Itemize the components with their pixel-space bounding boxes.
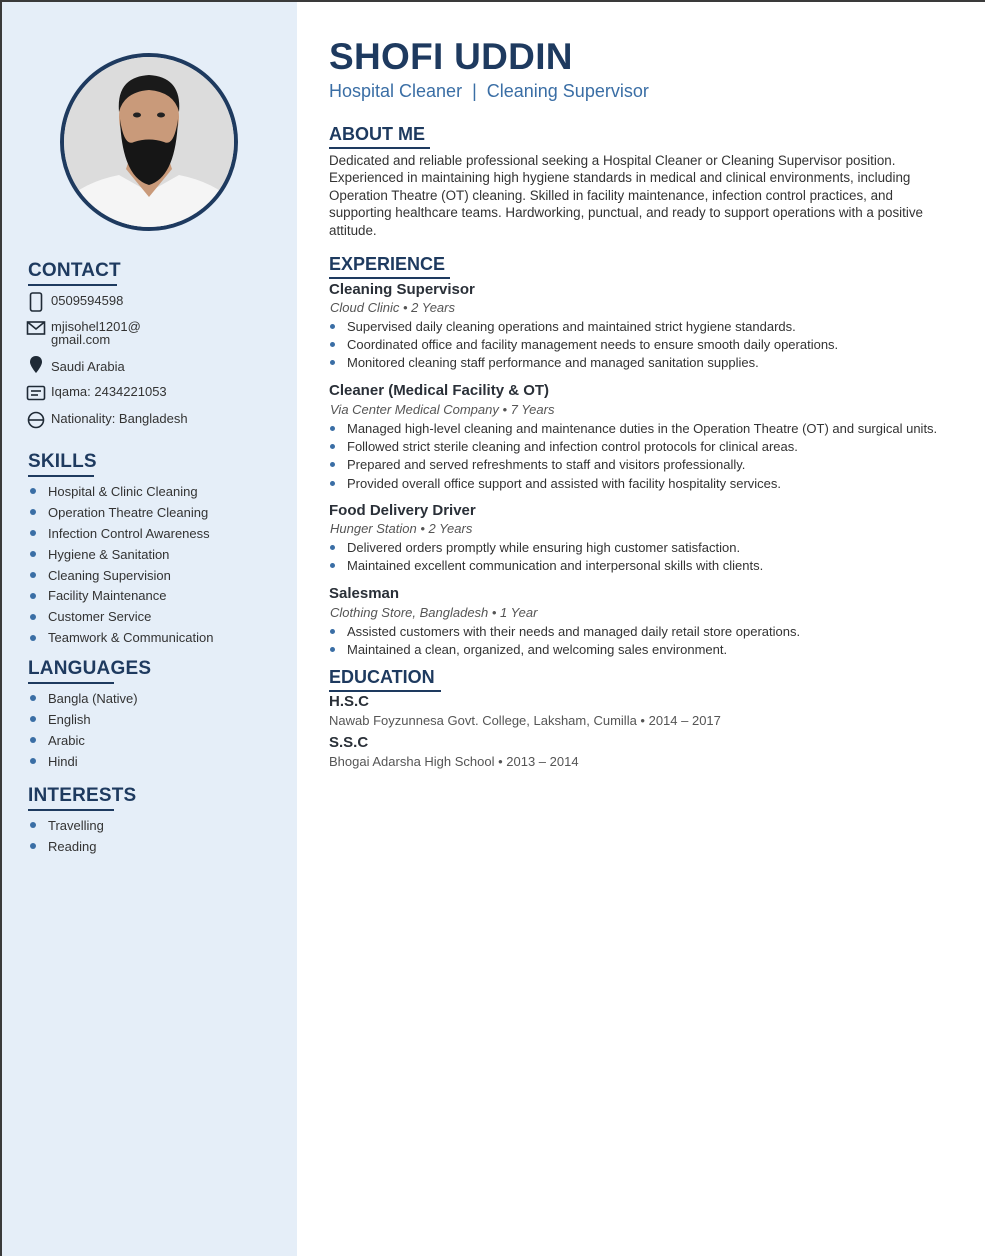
job-bullet-text: Assisted customers with their needs and managed daily retail store operations. — [347, 623, 801, 639]
language-label: Bangla (Native) — [48, 690, 138, 706]
skills-list — [30, 481, 213, 648]
skill-item — [30, 585, 213, 606]
skill-item — [30, 565, 213, 586]
education-degree: H.S.C — [329, 693, 370, 710]
iqama-text: Iqama: 2434221053 — [51, 384, 167, 399]
about-heading — [329, 124, 430, 149]
skills-heading-text: SKILLS — [28, 451, 97, 472]
language-label: English — [48, 711, 91, 727]
languages-heading — [28, 658, 151, 684]
skill-label: Operation Theatre Cleaning — [48, 504, 209, 520]
nationality-icon — [26, 410, 46, 430]
phone-number: 0509594598 — [51, 293, 124, 308]
job-bullet — [330, 419, 937, 437]
interests-heading-underline — [28, 809, 114, 811]
skill-label: Teamwork & Communication — [48, 630, 214, 646]
about-heading-underline — [329, 147, 430, 149]
skills-heading-underline — [28, 475, 94, 477]
job-meta: Clothing Store, Bangladesh • 1 Year — [330, 605, 538, 620]
job-bullet — [330, 437, 937, 455]
language-item — [30, 709, 138, 730]
location-text: Saudi Arabia — [51, 359, 125, 374]
contact-iqama — [26, 383, 167, 403]
email-address — [51, 318, 141, 346]
job-title: Salesman — [329, 585, 400, 602]
contact-heading-underline — [28, 284, 117, 286]
job-bullet — [330, 354, 838, 372]
job-bullet-text: Maintained a clean, organized, and welcoming sales environment. — [347, 641, 728, 657]
skill-label: Customer Service — [48, 609, 152, 625]
job-bullet-text: Supervised daily cleaning operations and maintained strict hygiene standards. — [347, 318, 796, 334]
experience-heading-text: EXPERIENCE — [329, 254, 446, 274]
job-title: Food Delivery Driver — [329, 502, 476, 519]
job-bullet — [330, 622, 800, 640]
job-bullet — [330, 335, 838, 353]
contact-heading — [28, 260, 121, 286]
contact-email — [26, 318, 141, 346]
about-heading-text: ABOUT ME — [329, 124, 425, 144]
language-item — [30, 730, 138, 751]
job-bullets — [330, 622, 800, 659]
skill-label: Hygiene & Sanitation — [48, 546, 170, 562]
profile-photo — [60, 53, 238, 231]
job-bullet — [330, 538, 763, 556]
education-school: Bhogai Adarsha High School • 2013 – 2014 — [329, 754, 579, 769]
job-title: Cleaning Supervisor — [329, 281, 475, 298]
job-meta: Hunger Station • 2 Years — [330, 521, 473, 536]
email-line-1: mjisohel1201@ — [51, 319, 141, 334]
language-item — [30, 688, 138, 709]
job-bullets — [330, 538, 763, 575]
skill-item — [30, 544, 213, 565]
job-bullet — [330, 456, 937, 474]
job-bullet-text: Managed high-level cleaning and maintenance duties in the Operation Theatre (OT) and surgical units. — [347, 420, 938, 436]
job-meta: Via Center Medical Company • 7 Years — [330, 402, 555, 417]
job-bullet — [330, 640, 800, 658]
job-bullet-text: Maintained excellent communication and interpersonal skills with clients. — [347, 557, 764, 573]
about-text: Dedicated and reliable professional seeking a Hospital Cleaner or Cleaning Supervisor position. Experienced in maintaining high hygiene standards in medical and clinical environments, including Operation Theatre (OT) cleaning. Skilled in facility maintenance, infection control practices, and supporting healthcare teams. Hardworking, punctual, and ready to support operations with a positive attitude. — [329, 153, 923, 238]
job-bullet-text: Prepared and served refreshments to staff and visitors professionally. — [347, 457, 746, 473]
skill-label: Infection Control Awareness — [48, 525, 210, 541]
job-bullet-text: Delivered orders promptly while ensuring high customer satisfaction. — [347, 539, 741, 555]
job-bullets — [330, 317, 838, 372]
language-item — [30, 751, 138, 772]
languages-heading-underline — [28, 682, 114, 684]
skill-item — [30, 502, 213, 523]
experience-heading-underline — [329, 277, 450, 279]
nationality-text: Nationality: Bangladesh — [51, 411, 188, 426]
job-bullet-text: Monitored cleaning staff performance and managed sanitation supplies. — [347, 355, 759, 371]
language-label: Arabic — [48, 732, 85, 748]
candidate-role: Hospital Cleaner | Cleaning Supervisor — [329, 81, 649, 101]
job-bullet — [330, 317, 838, 335]
job-title: Cleaner (Medical Facility & OT) — [329, 382, 550, 399]
education-heading-text: EDUCATION — [329, 667, 435, 687]
education-degree: S.S.C — [329, 734, 369, 751]
language-label: Hindi — [48, 753, 78, 769]
id-card-icon — [26, 383, 46, 403]
interest-label: Reading — [48, 838, 97, 854]
skill-label: Hospital & Clinic Cleaning — [48, 483, 198, 499]
contact-phone — [26, 292, 123, 312]
mail-icon — [26, 318, 46, 338]
skill-label: Facility Maintenance — [48, 588, 167, 604]
interest-label: Travelling — [48, 817, 104, 833]
job-bullet — [330, 474, 937, 492]
skills-heading — [28, 451, 97, 477]
interests-list — [30, 815, 104, 857]
interest-item — [30, 815, 104, 836]
skill-item — [30, 523, 213, 544]
skill-label: Cleaning Supervision — [48, 567, 171, 583]
skill-item — [30, 627, 213, 648]
contact-nationality — [26, 410, 188, 430]
contact-location — [26, 355, 125, 375]
languages-list — [30, 688, 138, 772]
candidate-name: SHOFI UDDIN — [329, 36, 573, 77]
skill-item — [30, 481, 213, 502]
contact-heading-text: CONTACT — [28, 260, 121, 281]
email-line-2: gmail.com — [51, 332, 111, 347]
education-school: Nawab Foyzunnesa Govt. College, Laksham, Cumilla • 2014 – 2017 — [329, 713, 721, 728]
job-bullets — [330, 419, 937, 492]
job-bullet-text: Followed strict sterile cleaning and infection control protocols for clinical areas. — [347, 438, 798, 454]
education-heading — [329, 667, 441, 692]
skill-item — [30, 606, 213, 627]
job-bullet-text: Coordinated office and facility management needs to ensure smooth daily operations. — [347, 336, 839, 352]
languages-heading-text: LANGUAGES — [28, 658, 152, 679]
phone-icon — [26, 292, 46, 312]
interest-item — [30, 836, 104, 857]
job-bullet — [330, 556, 763, 574]
job-meta: Cloud Clinic • 2 Years — [330, 300, 455, 315]
experience-heading — [329, 254, 450, 279]
location-pin-icon — [26, 355, 46, 375]
job-bullet-text: Provided overall office support and assisted with facility hospitality services. — [347, 475, 782, 491]
education-heading-underline — [329, 690, 441, 692]
interests-heading — [28, 785, 136, 811]
profile-photo-image — [64, 57, 234, 227]
interests-heading-text: INTERESTS — [28, 785, 137, 806]
